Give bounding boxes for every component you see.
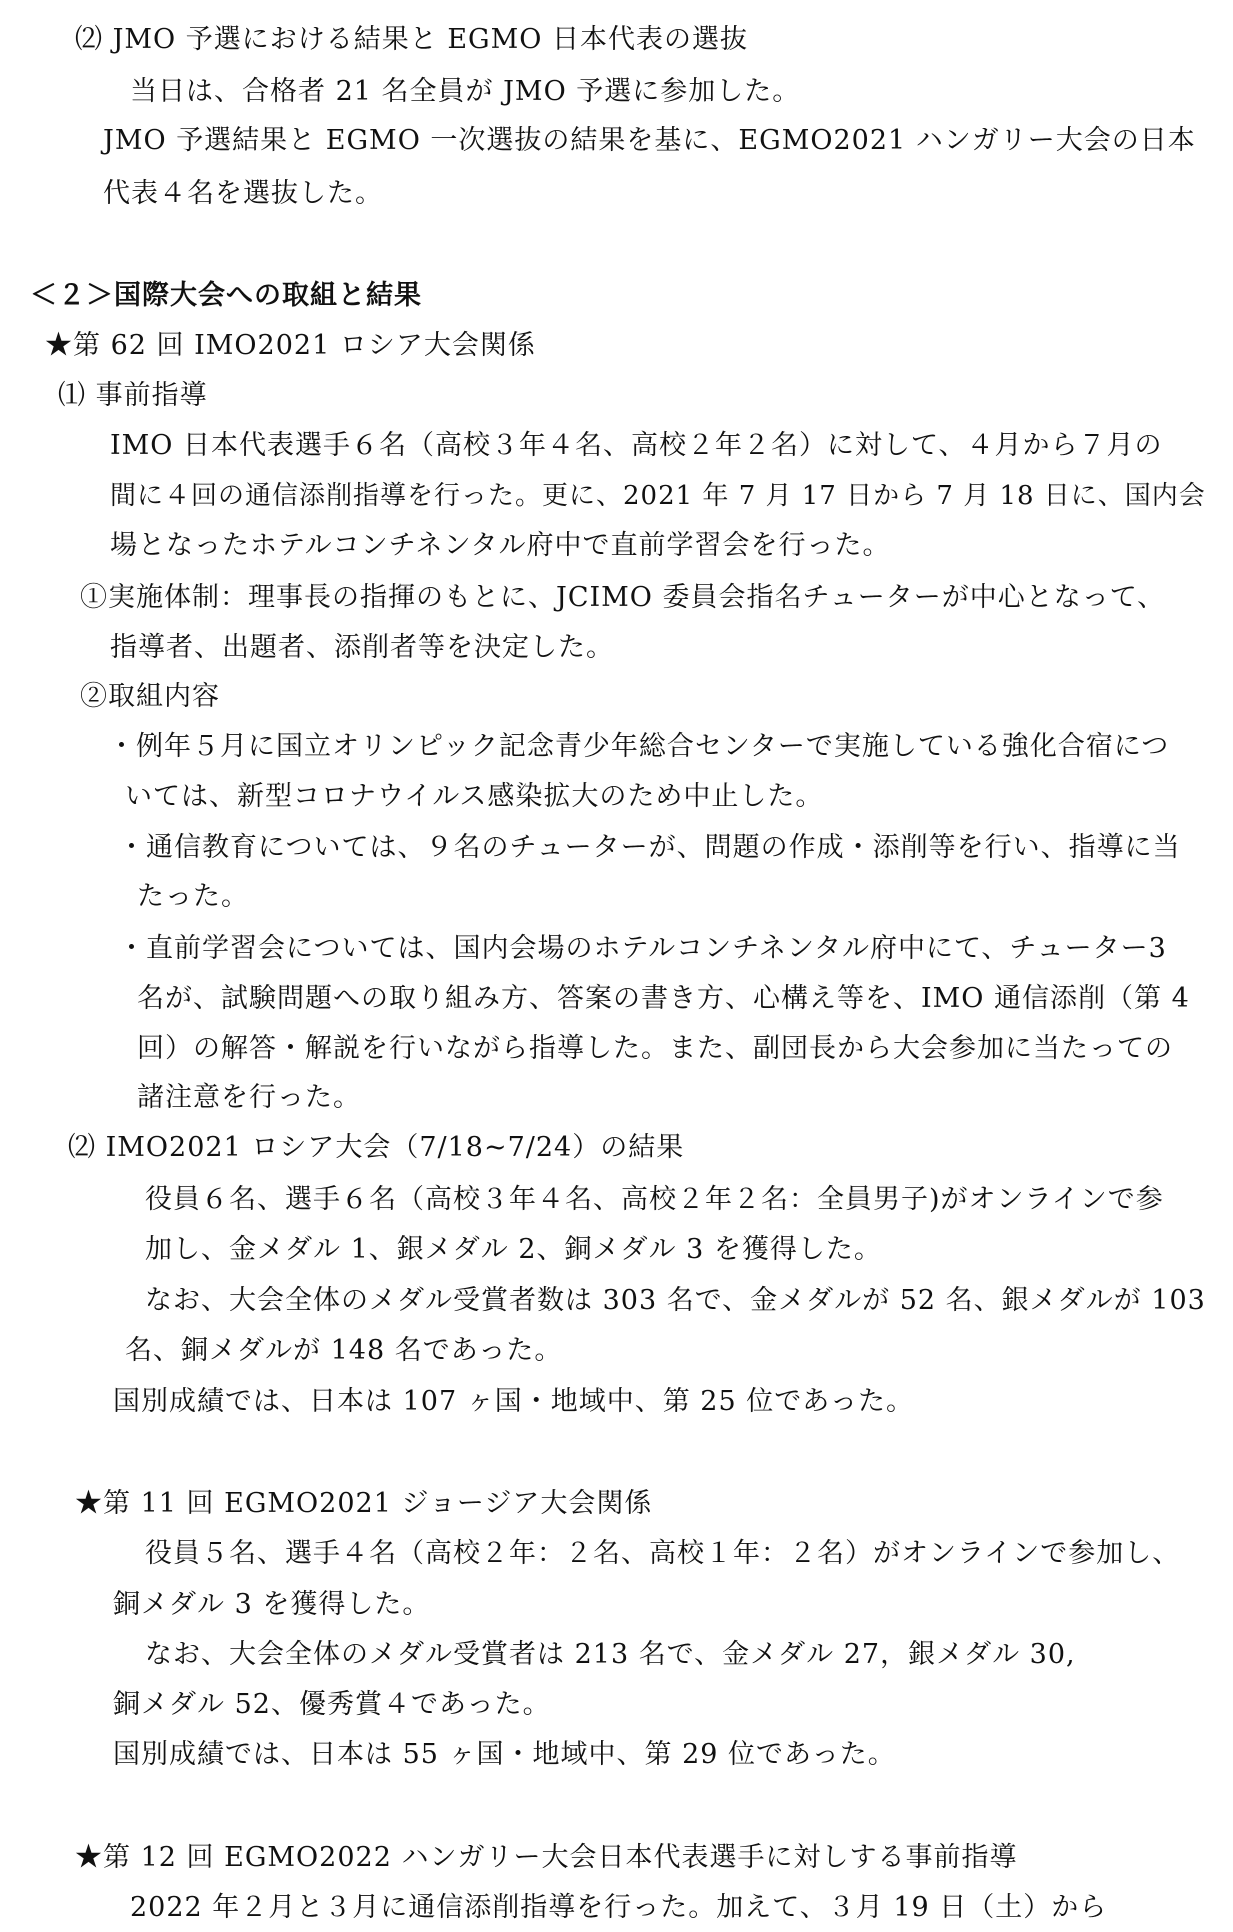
heading-activities: ②取組内容: [80, 681, 220, 712]
text-line: いては、新型コロナウイルス感染拡大のため中止した。: [125, 781, 824, 812]
text-line: 諸注意を行った。: [137, 1082, 361, 1113]
text-line: 指導者、出題者、添削者等を決定した。: [110, 632, 614, 663]
text-line: ①実施体制：理事長の指揮のもとに、JCIMO 委員会指名チューターが中心となって、: [80, 582, 1166, 613]
text-line: なお、大会全体のメダル受賞者は 213 名で、金メダル 27，銀メダル 30,: [145, 1639, 1076, 1670]
text-line: 当日は、合格者 21 名全員が JMO 予選に参加した。: [130, 76, 801, 107]
subheading-egmo2022: ★第 12 回 EGMO2022 ハンガリー大会日本代表選手に対しする事前指導: [75, 1842, 1018, 1873]
text-line: 代表４名を選抜した。: [103, 178, 383, 209]
text-line: 間に４回の通信添削指導を行った。更に、2021 年 7 月 17 日から 7 月 18 日に、国内会: [110, 481, 1206, 511]
text-line: 銅メダル 3 を獲得した。: [113, 1589, 431, 1620]
text-line: 銅メダル 52、優秀賞４であった。: [113, 1689, 551, 1720]
bullet-item: ・例年５月に国立オリンピック記念青少年総合センターで実施している強化合宿につ: [108, 731, 1170, 762]
subheading-egmo2021: ★第 11 回 EGMO2021 ジョージア大会関係: [75, 1488, 653, 1519]
heading-jmo-results: ⑵ JMO 予選における結果と EGMO 日本代表の選抜: [75, 24, 748, 55]
text-line: なお、大会全体のメダル受賞者数は 303 名で、金メダルが 52 名、銀メダルが 103: [145, 1285, 1206, 1316]
bullet-item: ・直前学習会については、国内会場のホテルコンチネンタル府中にて、チューター3: [118, 933, 1167, 964]
text-line: 場となったホテルコンチネンタル府中で直前学習会を行った。: [110, 530, 891, 561]
heading-imo2021-results: ⑵ IMO2021 ロシア大会（7/18~7/24）の結果: [68, 1132, 685, 1163]
text-line: 名、銅メダルが 148 名であった。: [125, 1335, 563, 1366]
text-line: 2022 年２月と３月に通信添削指導を行った。加えて、３月 19 日（土）から: [130, 1892, 1108, 1923]
text-line: 回）の解答・解説を行いながら指導した。また、副団長から大会参加に当たっての: [137, 1033, 1173, 1064]
text-line: 加し、金メダル 1、銀メダル 2、銅メダル 3 を獲得した。: [145, 1234, 882, 1265]
heading-pre-training: ⑴ 事前指導: [58, 380, 208, 411]
text-line: IMO 日本代表選手６名（高校３年４名、高校２年２名）に対して、４月から７月の: [110, 430, 1163, 461]
text-line: 役員５名、選手４名（高校２年：２名、高校１年：２名）がオンラインで参加し、: [145, 1538, 1181, 1569]
subheading-imo2021: ★第 62 回 IMO2021 ロシア大会関係: [45, 330, 536, 361]
text-line: 役員６名、選手６名（高校３年４名、高校２年２名：全員男子)がオンラインで参: [145, 1184, 1164, 1215]
text-line: JMO 予選結果と EGMO 一次選抜の結果を基に、EGMO2021 ハンガリー大会の日本: [103, 125, 1196, 156]
text-line: 国別成績では、日本は 55 ヶ国・地域中、第 29 位であった。: [113, 1739, 896, 1770]
text-line: 名が、試験問題への取り組み方、答案の書き方、心構え等を、IMO 通信添削（第 4: [137, 983, 1190, 1014]
text-line: たった。: [137, 881, 249, 912]
text-line: 国別成績では、日本は 107 ヶ国・地域中、第 25 位であった。: [113, 1386, 914, 1417]
section-heading-international: ＜２＞国際大会への取組と結果: [30, 280, 422, 311]
bullet-item: ・通信教育については、９名のチューターが、問題の作成・添削等を行い、指導に当: [118, 832, 1181, 863]
